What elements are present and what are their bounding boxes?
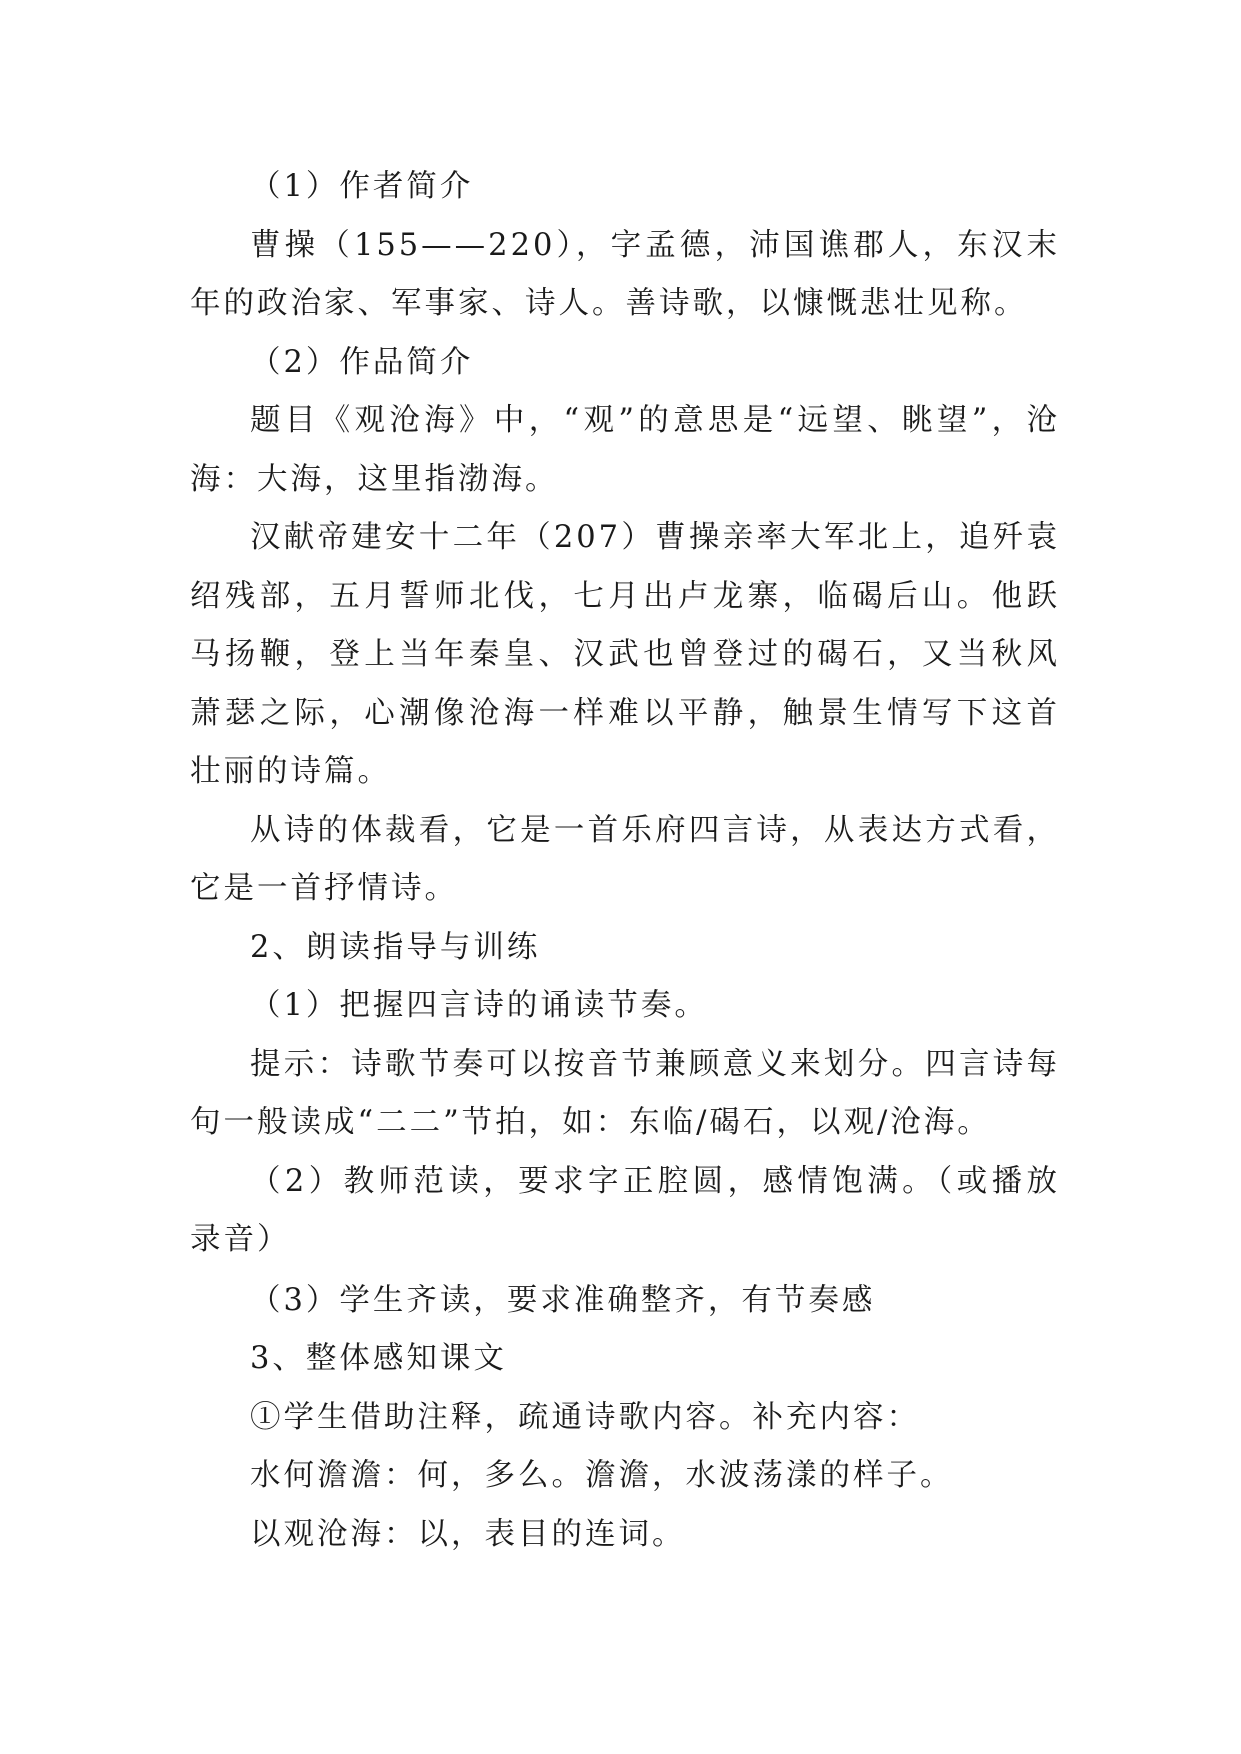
paragraph-title-meaning: 题目《观沧海》中，“观”的意思是“远望、眺望”，沧海：大海，这里指渤海。 <box>190 403 1060 497</box>
paragraph-teacher-reading: （2）教师范读，要求字正腔圆，感情饱满。（或播放录音） <box>190 1163 1060 1257</box>
paragraph-student-reading: （3）学生齐读，要求准确整齐，有节奏感 <box>250 1282 876 1318</box>
paragraph-hint: 提示：诗歌节奏可以按音节兼顾意义来划分。四言诗每句一般读成“二二”节拍，如：东临/碣石，以观/沧海。 <box>190 1046 1060 1140</box>
paragraph-reading-heading: 2、朗读指导与训练 <box>250 929 541 965</box>
paragraph-annotation-1: 水何澹澹：何，多么。澹澹，水波荡漾的样子。 <box>250 1458 954 1493</box>
paragraph-annotation-intro: ①学生借助注释，疏通诗歌内容。补充内容： <box>250 1399 920 1435</box>
paragraph-author-bio: 曹操（155——220），字孟德，沛国谯郡人，东汉末年的政治家、军事家、诗人。善诗歌，以慷慨悲壮见称。 <box>190 227 1060 321</box>
paragraph-work-heading: （2）作品简介 <box>250 344 474 380</box>
paragraph-author-heading: （1）作者简介 <box>250 169 474 204</box>
paragraph-annotation-2: 以观沧海：以，表目的连词。 <box>250 1516 686 1552</box>
paragraph-background: 汉献帝建安十二年（207）曹操亲率大军北上，追歼袁绍残部，五月誓师北伐，七月出卢龙寨，临碣后山。他跃马扬鞭，登上当年秦皇、汉武也曾登过的碣石，又当秋风萧瑟之际，心潮像沧海一样难以平静，触景生情写下这首壮丽的诗篇。 <box>190 520 1060 789</box>
paragraph-perception-heading: 3、整体感知课文 <box>250 1341 507 1376</box>
paragraph-rhythm: （1）把握四言诗的诵读节奏。 <box>250 988 708 1023</box>
document-body <box>190 158 1060 1564</box>
paragraph-genre: 从诗的体裁看，它是一首乐府四言诗，从表达方式看，它是一首抒情诗。 <box>190 812 1060 906</box>
